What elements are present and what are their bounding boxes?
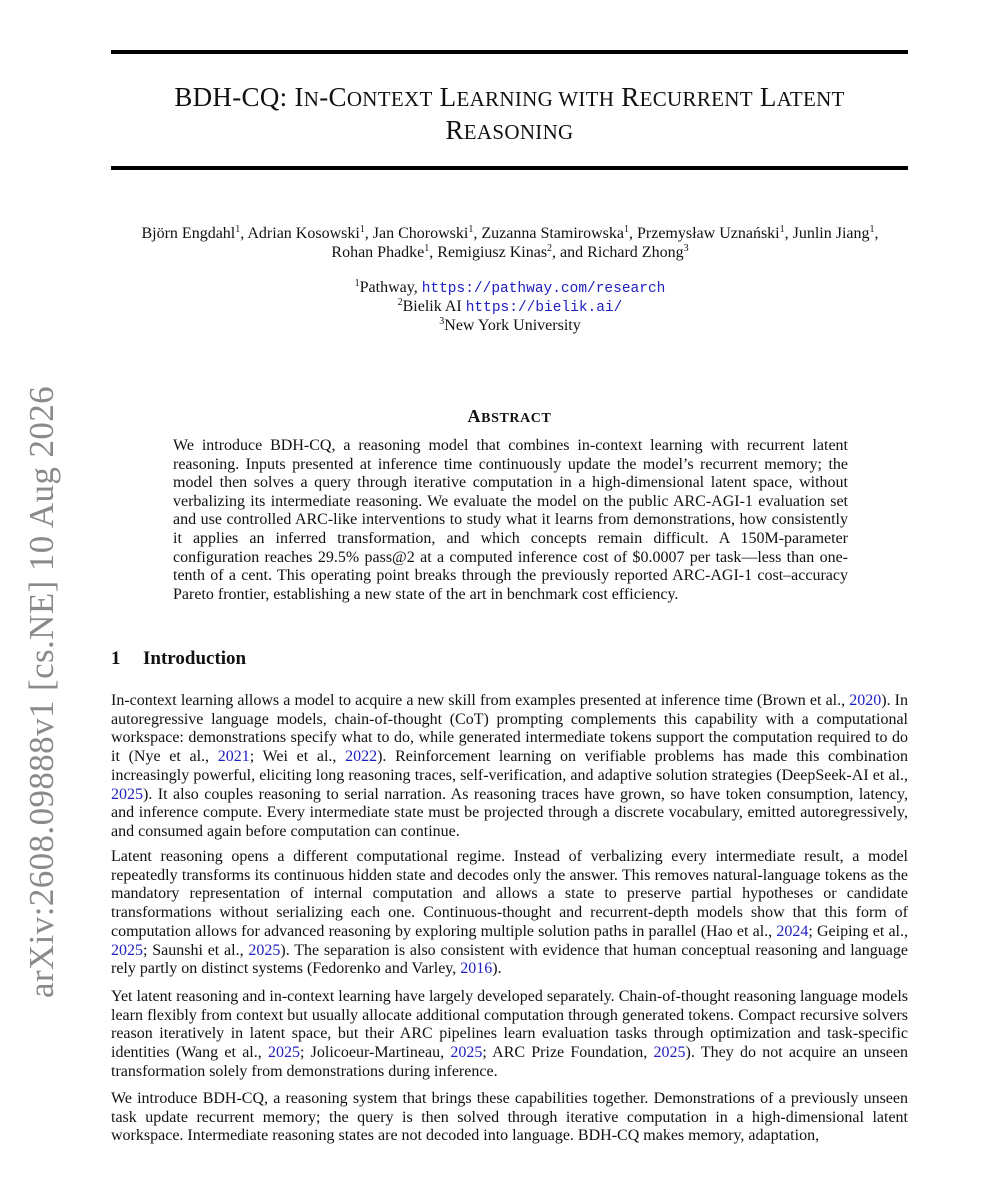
title-segment: EARNING WITH [456, 87, 615, 111]
affiliation-marker: 1 [424, 243, 430, 254]
affiliation-marker: 1 [869, 224, 875, 235]
paragraph-text: Latent reasoning opens a different computational regime. Instead of verbalizing every intermediate result, a model repeatedly transforms its continuous hidden state and decodes only the answer. This removes natural-language tokens as the mandatory representation of internal computation and allows a state to preserve partial hypotheses or candidate transformations without serializing each one. Continuous-thought and recurrent-depth models show that this form of computation allows for advanced reasoning by exploring multiple solution paths in parallel (Hao et al., [111, 848, 908, 940]
paragraph-text: ; Saunshi et al., [143, 941, 249, 959]
citation-link[interactable]: 2025 [111, 941, 143, 959]
affiliation-marker: 1 [623, 224, 629, 235]
paper-title-line-1 [111, 81, 908, 116]
author-name: Adrian Kosowski [247, 225, 360, 242]
paragraph-text: ; ARC Prize Foundation, [482, 1044, 654, 1062]
citation-link[interactable]: 2025 [248, 941, 281, 959]
paragraph-text: We introduce BDH-CQ, a reasoning system that brings these capabilities together. Demonstrations of a previously unseen task update recurrent memory; the query is then solved through iterative computation in a high-dimensional latent workspace. Intermediate reasoning states are not decoded into language. BDH-CQ makes memory, adaptation, [111, 1090, 908, 1145]
title-segment: ECURRENT [639, 87, 753, 111]
paragraph-text: ). The separation is also consistent with evidence that human conceptual reasoning and language rely partly on distinct systems (Fedorenko and Varley, [111, 941, 908, 978]
author-list-line-1 [60, 224, 960, 243]
paragraph-text: In-context learning allows a model to acquire a new skill from examples presented at inference time (Brown et al., [111, 692, 850, 709]
affiliation-2 [60, 297, 960, 318]
title-segment: EASONING [463, 120, 574, 144]
author-separator: , [628, 225, 637, 242]
affiliation-name: Pathway, [359, 279, 422, 296]
affiliation-link[interactable]: https://bielik.ai/ [465, 300, 623, 316]
intro-paragraph-4 [111, 1090, 908, 1146]
affiliation-number: 3 [439, 316, 445, 327]
paper-title-line-2 [111, 114, 908, 149]
abstract-heading [111, 406, 908, 427]
title-rule-bottom [111, 166, 908, 170]
citation-link[interactable]: 2020 [849, 692, 882, 709]
title-segment: ONTEXT [346, 87, 433, 111]
author-separator: , [473, 225, 482, 242]
author-name: Remigiusz Kinas [437, 244, 548, 261]
paragraph-text: ; Jolicoeur-Martineau, [299, 1044, 451, 1062]
author-separator: , [240, 225, 248, 242]
citation-link[interactable]: 2025 [111, 785, 143, 803]
citation-link[interactable]: 2025 [653, 1044, 686, 1062]
affiliation-link[interactable]: https://pathway.com/research [421, 281, 666, 297]
affiliation-marker: 1 [468, 224, 474, 235]
citation-link[interactable]: 2021 [217, 748, 250, 766]
paragraph-text: ; Wei et al., [249, 748, 346, 766]
title-segment: BDH-CQ: I [174, 82, 304, 112]
affiliation-name: Bielik AI [402, 298, 466, 315]
affiliation-number: 2 [397, 297, 403, 308]
paragraph-text: ). It also couples reasoning to serial narration. As reasoning traces have grown, so have token consumption, latency, and inference compute. Every intermediate state must be projected through a discrete vocabulary, emitted autoregressively, and consumed again before computation can continue. [111, 785, 908, 840]
author-separator: , [364, 225, 373, 242]
affiliation-marker: 2 [547, 243, 553, 254]
abstract-heading-rest: BSTRACT [481, 411, 552, 426]
intro-paragraph-3 [111, 988, 908, 1082]
paragraph-text: ). Reinforcement learning on verifiable problems has made this combination increasingly powerful, eliciting long reasoning traces, self-verification, and adaptive solution strategies (DeepSeek-AI et al., [111, 748, 909, 784]
title-segment: ATENT [776, 87, 845, 111]
abstract-text: We introduce BDH-CQ, a reasoning model that combines in-context learning with recurrent latent reasoning. Inputs presented at inference time continuously update the model’s recurrent memory; the model then solves a query through iterative computation in a high-dimensional latent space, without verbalizing its intermediate reasoning. We evaluate the model on the public ARC-AGI-1 evaluation set and use controlled ARC-like interventions to study what it learns from demonstrations, how consistently it applies an inferred transformation, and which concepts remain difficult. A 150M-parameter configuration reaches 29.5% pass@2 at a computed inference cost of $0.0007 per task—less than one-tenth of a cent. This operating point breaks through the previously reported ARC-AGI-1 cost–accuracy Pareto frontier, establishing a new state of the art in benchmark cost efficiency. [173, 437, 848, 603]
citation-link[interactable]: 2022 [345, 748, 378, 766]
affiliation-1 [60, 278, 960, 299]
affiliation-number: 1 [354, 278, 360, 289]
citation-link[interactable]: 2016 [460, 960, 493, 978]
title-segment: N [303, 87, 320, 111]
title-segment: L [432, 82, 457, 112]
section-title: Introduction [143, 648, 247, 669]
citation-link[interactable]: 2024 [776, 922, 809, 940]
paragraph-text: ; Geiping et al., [808, 922, 908, 940]
author-name: Richard Zhong [587, 244, 684, 261]
section-number: 1 [111, 648, 121, 669]
section-heading-introduction [111, 648, 246, 670]
author-name: Zuzanna Stamirowska [481, 225, 624, 242]
author-name: Rohan Phadke [331, 244, 425, 261]
paragraph-text: ). In autoregressive language models, chain-of-thought (CoT) prompting complements this capability with a computational workspace: demonstrations specify what to do, while generated intermediate tokens support the computation required to do it (Nye et al., [111, 692, 908, 766]
author-name: Junlin Jiang [792, 225, 870, 242]
author-separator: , [429, 244, 438, 261]
affiliation-marker: 1 [359, 224, 365, 235]
author-name: Jan Chorowski [372, 225, 469, 242]
author-name: Björn Engdahl [141, 225, 236, 242]
title-segment: R [445, 115, 464, 145]
citation-link[interactable]: 2025 [267, 1044, 300, 1062]
title-rule-top [111, 50, 908, 54]
intro-paragraph-1 [111, 692, 908, 842]
arxiv-stamp: arXiv:2608.09888v1 [cs.NE] 10 Aug 2026 [22, 385, 61, 998]
author-separator: , [874, 225, 879, 242]
title-segment: L [752, 82, 777, 112]
affiliation-marker: 3 [683, 243, 689, 254]
author-separator: , [784, 225, 793, 242]
paragraph-text: Yet latent reasoning and in-context learning have largely developed separately. Chain-of-thought reasoning language models learn flexibly from context but usually allocate additional computation through generated tokens. Compact recursive solvers reason iteratively in latent space, but their ARC pipelines learn evaluation tasks through optimization and task-specific identities (Wang et al., [111, 988, 908, 1062]
author-separator: , and [552, 244, 588, 261]
intro-paragraph-2 [111, 848, 908, 979]
abstract-heading-initial: A [467, 406, 482, 426]
affiliation-marker: 1 [235, 224, 241, 235]
affiliation-marker: 1 [779, 224, 785, 235]
title-segment: -C [319, 82, 347, 112]
author-list-line-2 [60, 243, 960, 262]
citation-link[interactable]: 2025 [450, 1044, 483, 1062]
paragraph-text: ). They do not acquire an unseen transformation solely from demonstrations during inference. [111, 1044, 908, 1080]
affiliation-name: New York University [444, 317, 581, 334]
paragraph-text: ). [492, 960, 502, 978]
affiliation-3 [60, 316, 960, 335]
author-name: Przemysław Uznański [636, 225, 780, 242]
title-segment: R [614, 82, 640, 112]
